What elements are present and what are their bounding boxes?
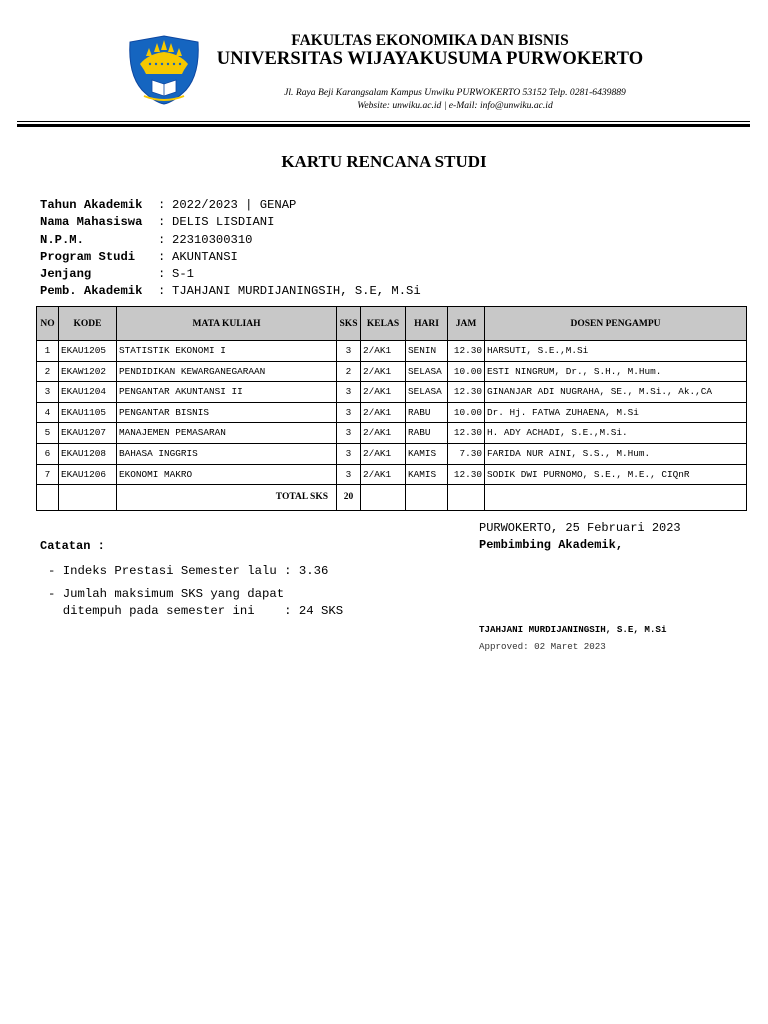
cell-no: 5 [37,423,59,444]
faculty-name: FAKULTAS EKONOMIKA DAN BISNIS [291,32,569,49]
cell-sks: 3 [337,464,361,485]
cell-kelas: 2/AK1 [361,423,406,444]
total-sks-label: TOTAL SKS [117,485,337,511]
cell-dosen: SODIK DWI PURNOMO, S.E., M.E., CIQnR [485,464,747,485]
cell-mata-kuliah: PENGANTAR BISNIS [117,402,337,423]
page-title: KARTU RENCANA STUDI [281,152,487,171]
cell-mata-kuliah: BAHASA INGGRIS [117,443,337,464]
header-rule-thin [17,121,750,122]
cell-no: 3 [37,382,59,403]
cell-dosen: H. ADY ACHADI, S.E.,M.Si. [485,423,747,444]
cell-empty [37,485,59,511]
info-row-pembimbing [40,283,421,300]
info-value: AKUNTANSI [172,249,238,264]
cell-hari: SELASA [406,361,448,382]
cell-hari: SENIN [406,341,448,362]
info-label: Program Studi [40,249,136,264]
col-header-dosen: DOSEN PENGAMPU [485,307,747,341]
pembimbing-label: Pembimbing Akademik, [479,538,624,552]
cell-hari: SELASA [406,382,448,403]
info-label: Nama Mahasiswa [40,215,143,230]
table-row [37,464,747,485]
info-sep: : [158,284,166,299]
table-total-row [37,485,747,511]
cell-hari: RABU [406,402,448,423]
info-label: N.P.M. [40,232,84,247]
cell-dosen: FARIDA NUR AINI, S.S., M.Hum. [485,443,747,464]
cell-no: 4 [37,402,59,423]
cell-empty [406,485,448,511]
cell-empty [59,485,117,511]
note-ip: - Indeks Prestasi Semester lalu : 3.36 [48,564,329,578]
cell-kode: EKAU1208 [59,443,117,464]
cell-kode: EKAU1205 [59,341,117,362]
table-row [37,402,747,423]
cell-jam: 10.00 [448,402,485,423]
cell-no: 6 [37,443,59,464]
cell-no: 2 [37,361,59,382]
col-header-jam: JAM [448,307,485,341]
cell-kelas: 2/AK1 [361,402,406,423]
cell-no: 1 [37,341,59,362]
cell-empty [485,485,747,511]
note-max-sks-line2: ditempuh pada semester ini : 24 SKS [48,604,344,618]
cell-kode: EKAU1206 [59,464,117,485]
signer-name: TJAHJANI MURDIJANINGSIH, S.E, M.Si [479,624,667,635]
course-table [36,306,747,511]
table-row [37,423,747,444]
approved-date: Approved: 02 Maret 2023 [479,641,606,652]
col-header-no: NO [37,307,59,341]
table-row [37,382,747,403]
cell-kelas: 2/AK1 [361,443,406,464]
cell-kode: EKAU1204 [59,382,117,403]
cell-hari: KAMIS [406,443,448,464]
cell-kode: EKAU1207 [59,423,117,444]
info-value: 22310300310 [172,232,253,247]
cell-kelas: 2/AK1 [361,361,406,382]
cell-kode: EKAW1202 [59,361,117,382]
university-website: Website: unwiku.ac.id | e-Mail: info@unwiku.ac.id [357,100,553,111]
table-row [37,341,747,362]
cell-mata-kuliah: MANAJEMEN PEMASARAN [117,423,337,444]
cell-mata-kuliah: PENGANTAR AKUNTANSI II [117,382,337,403]
info-row-npm [40,232,421,249]
info-sep: : [158,249,166,264]
cell-dosen: ESTI NINGRUM, Dr., S.H., M.Hum. [485,361,747,382]
info-value: DELIS LISDIANI [172,215,275,230]
cell-mata-kuliah: STATISTIK EKONOMI I [117,341,337,362]
cell-kelas: 2/AK1 [361,341,406,362]
cell-sks: 2 [337,361,361,382]
info-row-prodi [40,249,421,266]
cell-hari: KAMIS [406,464,448,485]
info-row-tahun [40,197,421,214]
cell-mata-kuliah: EKONOMI MAKRO [117,464,337,485]
info-sep: : [158,267,166,282]
col-header-sks: SKS [337,307,361,341]
cell-jam: 12.30 [448,423,485,444]
cell-empty [448,485,485,511]
cell-jam: 12.30 [448,382,485,403]
col-header-kelas: KELAS [361,307,406,341]
info-sep: : [158,198,166,212]
cell-sks: 3 [337,443,361,464]
cell-sks: 3 [337,402,361,423]
cell-kelas: 2/AK1 [361,382,406,403]
cell-dosen: HARSUTI, S.E.,M.Si [485,341,747,362]
cell-jam: 12.30 [448,464,485,485]
info-label: Pemb. Akademik [40,284,143,299]
cell-sks: 3 [337,341,361,362]
cell-empty [361,485,406,511]
cell-dosen: Dr. Hj. FATWA ZUHAENA, M.Si [485,402,747,423]
info-row-nama [40,214,421,231]
cell-kelas: 2/AK1 [361,464,406,485]
info-sep: : [158,215,166,230]
info-row-jenjang [40,266,421,283]
note-max-sks-line1: - Jumlah maksimum SKS yang dapat [48,587,285,601]
info-value: TJAHJANI MURDIJANINGSIH, S.E, M.Si [172,284,421,299]
info-sep: : [158,232,166,247]
table-row [37,361,747,382]
student-info [40,197,421,301]
table-header-row [37,307,747,341]
university-name: UNIVERSITAS WIJAYAKUSUMA PURWOKERTO [216,49,644,69]
cell-jam: 12.30 [448,341,485,362]
cell-sks: 3 [337,382,361,403]
cell-kode: EKAU1105 [59,402,117,423]
info-label: Tahun Akademik [40,198,143,212]
info-value: S-1 [172,267,194,282]
cell-jam: 7.30 [448,443,485,464]
cell-mata-kuliah: PENDIDIKAN KEWARGANEGARAAN [117,361,337,382]
cell-sks: 3 [337,423,361,444]
header-rule-thick [17,124,750,127]
info-value: 2022/2023 | GENAP [172,198,297,212]
col-header-kode: KODE [59,307,117,341]
cell-dosen: GINANJAR ADI NUGRAHA, SE., M.Si., Ak.,CA [485,382,747,403]
info-label: Jenjang [40,267,92,282]
col-header-hari: HARI [406,307,448,341]
catatan-label: Catatan : [40,539,105,553]
cell-no: 7 [37,464,59,485]
university-address: Jl. Raya Beji Karangsalam Kampus Unwiku PURWOKERTO 53152 Telp. 0281-6439889 [284,87,626,98]
place-date: PURWOKERTO, 25 Februari 2023 [479,521,681,535]
col-header-mata-kuliah: MATA KULIAH [117,307,337,341]
table-row [37,443,747,464]
total-sks-value: 20 [337,485,361,511]
cell-jam: 10.00 [448,361,485,382]
cell-hari: RABU [406,423,448,444]
